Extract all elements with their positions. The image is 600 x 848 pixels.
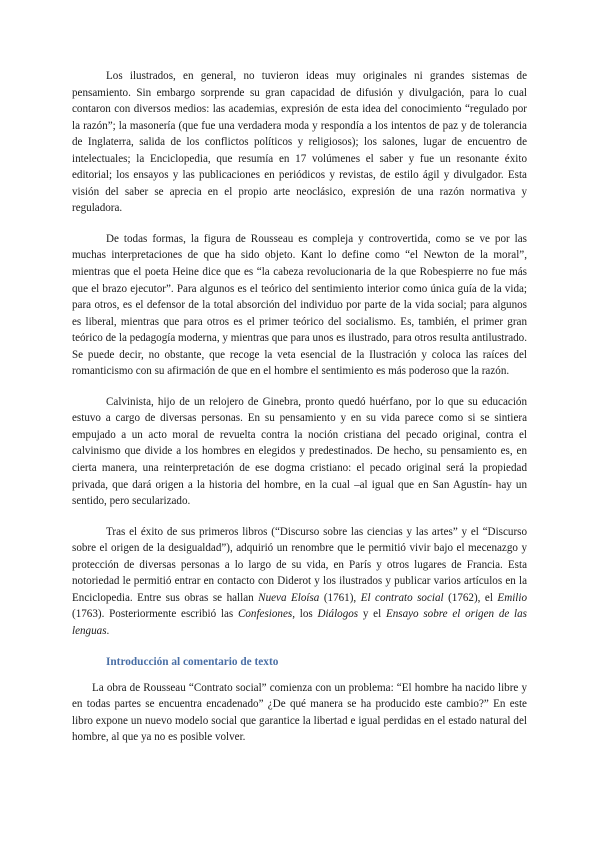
book-title-dialogos: Diálogos (317, 608, 359, 621)
book-title-nueva-eloisa: Nueva Eloísa (258, 591, 320, 604)
book-title-ensayo: Ensayo sobre el origen de las lenguas (72, 608, 527, 637)
paragraph-text: . (106, 624, 110, 637)
paragraph-text: Los ilustrados, en general, no tuvieron ideas muy originales ni grandes sistemas de pensamiento. Sin embargo sorprende su gran capacidad de difusión y divulgación, para lo cual contaron con diversos medios: las academias, expresión de esta idea del conocimiento “regulado por la razón”; la masonería (que fue una verdadera moda y respondía a los intentos de paz y de tolerancia de Inglaterra, salida de los conflictos políticos y religiosos); los salones, lugar de encuentro de intelectuales; la Enciclopedia, que resumía en 17 volúmenes el saber y fue un resonante éxito editorial; los ensayos y las publicaciones en periódicos y revistas, de estilo ágil y divulgador. Esta visión del saber se aprecia en el propio arte neoclásico, expresión de una razón normativa y reguladora. (72, 70, 527, 215)
document-page (72, 68, 527, 760)
paragraph-text: Calvinista, hijo de un relojero de Ginebra, pronto quedó huérfano, por lo que su educación estuvo a cargo de diversas personas. En su pensamiento y en su vida parece como si se sintiera empujado a un acto moral de revuelta contra la noción cristiana del pecado original, contra el calvinismo que divide a los hombres en elegidos y predestinados. De hecho, su pensamiento es, en cierta manera, una reinterpretación de ese dogma cristiano: el pecado original será la propiedad privada, que dará origen a la historia del hombre, en la cual –al igual que en San Agustín- hay un sentido, pero secularizado. (72, 395, 527, 508)
book-title-contrato-social: El contrato social (360, 591, 444, 604)
paragraph-text: (1763). Posteriormente escribió las (72, 608, 238, 621)
paragraph-contrato-social (72, 680, 527, 746)
paragraph-text: los (294, 608, 318, 621)
paragraph-text: Tras el éxito de sus primeros libros (“Discurso sobre las ciencias y las artes” y el “Discurso sobre el origen de la desigualdad”), adquirió un renombre que le permitió vivir bajo el mecenazgo y protección de diversas personas a lo largo de su vida, en París y otros lugares de Francia. Esta notoriedad le permitió entrar en contacto con Diderot y los ilustrados y publicar varios artículos en la Enciclopedia. Entre sus obras se hallan (72, 525, 527, 604)
paragraph-rousseau-figure (72, 231, 527, 380)
paragraph-obras (72, 524, 527, 640)
book-title-emilio: Emilio (497, 591, 528, 604)
paragraph-text: y el (358, 608, 386, 621)
paragraph-calvinista (72, 394, 527, 510)
section-heading: Introducción al comentario de texto (106, 655, 279, 668)
paragraph-ilustrados (72, 68, 527, 217)
paragraph-text: De todas formas, la figura de Rousseau es compleja y controvertida, como se ve por las muchas interpretaciones de que ha sido objeto. Kant lo define como “el Newton de la moral”, mientras que el poeta Heine dice que es “la cabeza revolucionaria de la que Robespierre no fue más que el brazo ejecutor”. Para algunos es el teórico del sentimiento interior como única guía de la vida; para otros, es el defensor de la total absorción del individuo por parte de la vida social; para algunos es liberal, mientras que para otros es el primer teórico del socialismo. Es, también, el primer gran teórico de la pedagogía moderna, y mientras que para unos es ilustrado, para otros resulta antilustrado. Se puede decir, no obstante, que recoge la veta esencial de la Ilustración y coloca las raíces del romanticismo con su afirmación de que en el hombre el sentimiento es más poderoso que la razón. (72, 232, 527, 378)
book-title-confesiones: Confesiones, (237, 608, 295, 621)
paragraph-text: La obra de Rousseau “Contrato social” comienza con un problema: “El hombre ha nacido libre y en todas partes se encuentra encadenado” ¿De qué manera se ha producido este cambio?” En este libro expone un nuevo modelo social que garantice la libertad e igual perdidas en el estado natural del hombre, al que ya no es posible volver. (72, 681, 527, 744)
paragraph-text: (1761), (319, 591, 361, 604)
paragraph-text: (1762), el (443, 591, 498, 604)
